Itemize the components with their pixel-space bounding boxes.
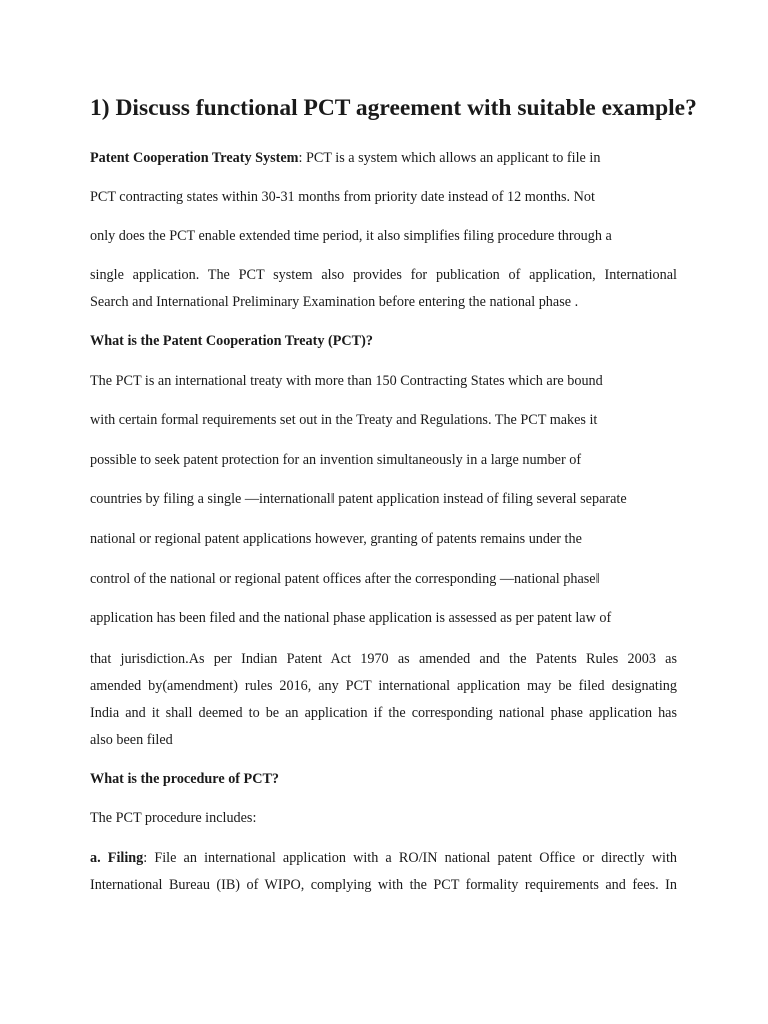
intro-term: Patent Cooperation Treaty System bbox=[90, 150, 299, 166]
filing-term: a. Filing bbox=[90, 850, 144, 866]
jurisdiction-line-4: also been filed bbox=[90, 732, 173, 748]
section-heading-procedure: What is the procedure of PCT? bbox=[90, 771, 280, 787]
what-line-7: application has been filed and the national phase application is assessed as per patent law of bbox=[90, 610, 612, 626]
section-heading-what-is-pct: What is the Patent Cooperation Treaty (PCT)? bbox=[90, 333, 373, 349]
filing-line-1-text: : File an international application with a RO/IN national patent Office or directly with bbox=[143, 850, 677, 866]
intro-line-3: only does the PCT enable extended time period, it also simplifies filing procedure through a bbox=[90, 228, 612, 244]
document-title: 1) Discuss functional PCT agreement with suitable example? bbox=[90, 95, 697, 121]
what-line-3: possible to seek patent protection for an invention simultaneously in a large number of bbox=[90, 452, 582, 468]
intro-line-4: single application. The PCT system also provides for publication of application, International bbox=[90, 267, 677, 283]
what-line-1: The PCT is an international treaty with more than 150 Contracting States which are bound bbox=[90, 373, 603, 389]
procedure-intro: The PCT procedure includes: bbox=[90, 810, 257, 826]
jurisdiction-line-3: India and it shall deemed to be an application if the corresponding national phase application has bbox=[90, 705, 677, 721]
jurisdiction-line-1: that jurisdiction.As per Indian Patent Act 1970 as amended and the Patents Rules 2003 as bbox=[90, 651, 677, 667]
intro-line-1 bbox=[90, 148, 600, 168]
intro-line-5: Search and International Preliminary Examination before entering the national phase . bbox=[90, 294, 579, 310]
what-line-6: control of the national or regional patent offices after the corresponding ―national phase‖ bbox=[90, 571, 600, 587]
filing-line-2: International Bureau (IB) of WIPO, complying with the PCT formality requirements and fees. In bbox=[90, 877, 677, 893]
jurisdiction-line-2: amended by(amendment) rules 2016, any PCT international application may be filed designating bbox=[90, 678, 677, 694]
what-line-5: national or regional patent applications however, granting of patents remains under the bbox=[90, 531, 582, 547]
what-line-2: with certain formal requirements set out in the Treaty and Regulations. The PCT makes it bbox=[90, 412, 598, 428]
intro-line-2: PCT contracting states within 30-31 months from priority date instead of 12 months. Not bbox=[90, 189, 595, 205]
filing-line-1 bbox=[90, 848, 677, 868]
intro-line-1-text: : PCT is a system which allows an applicant to file in bbox=[298, 150, 601, 166]
what-line-4: countries by filing a single ―international‖ patent application instead of filing several separate bbox=[90, 491, 627, 507]
